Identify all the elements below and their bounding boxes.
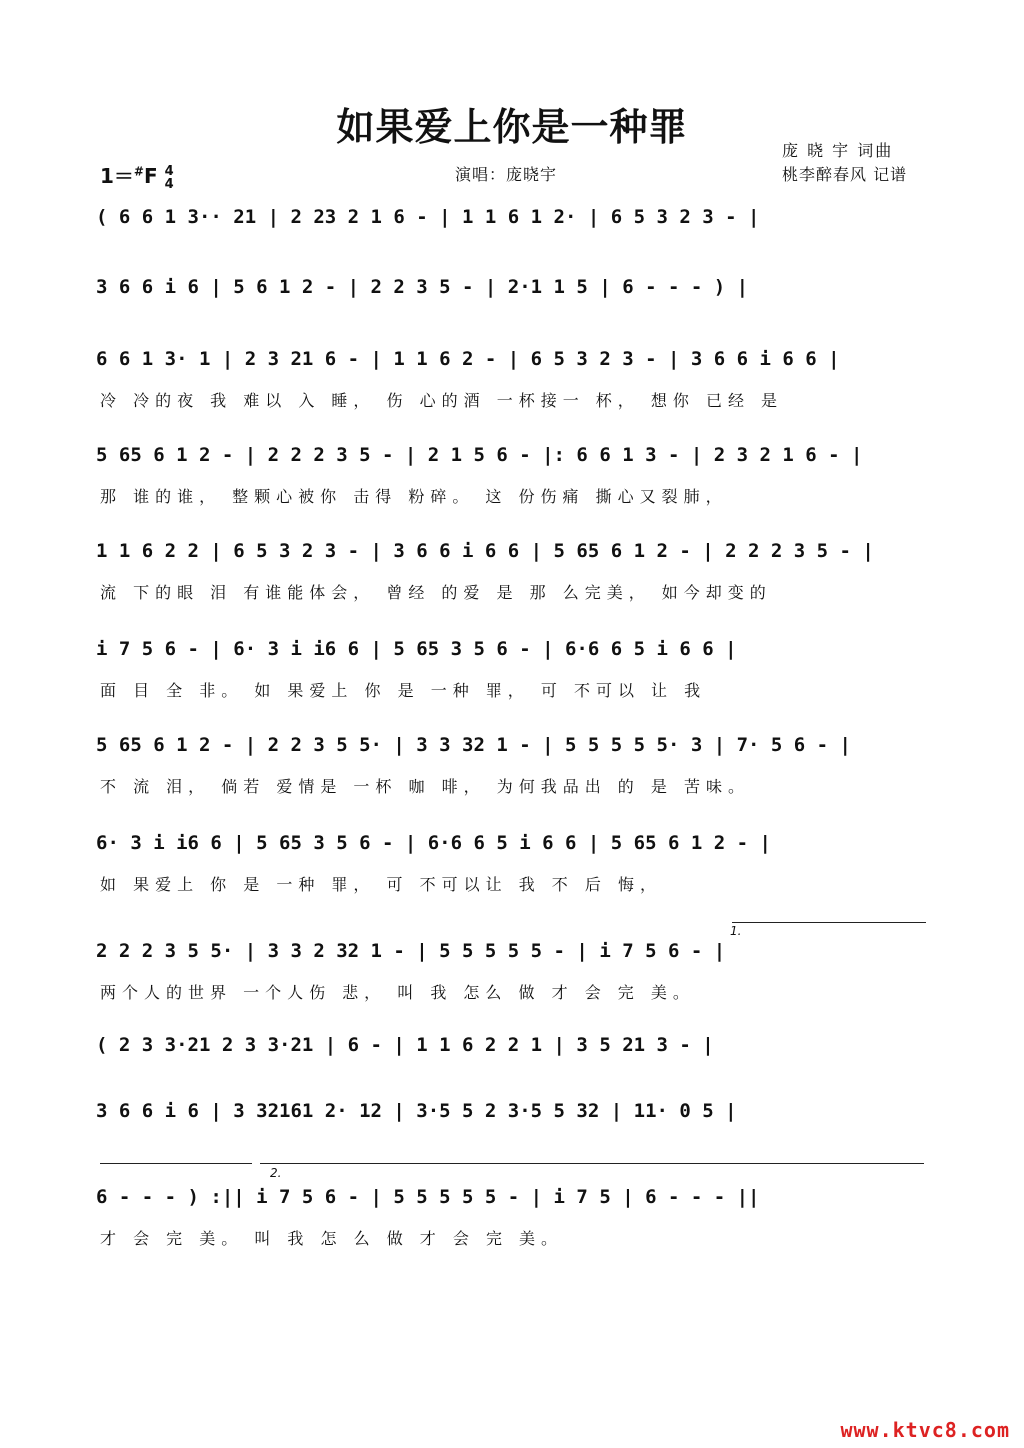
lyric-row: 两个人的世界 一个人伤 悲， 叫 我 怎么 做 才 会 完 美。 bbox=[100, 983, 695, 1002]
time-top: 4 bbox=[164, 163, 174, 179]
notation-row: 6 - - - ) :|| i 7 5 6 - | 5 5 5 5 5 - | i 7 5 | 6 - - - || bbox=[96, 1186, 760, 1208]
notation-row: 5 65 6 1 2 - | 2 2 3 5 5· | 3 3 32 1 - | 5 5 5 5 5· 3 | 7· 5 6 - | bbox=[96, 734, 851, 756]
notation-row: 1 1 6 2 2 | 6 5 3 2 3 - | 3 6 6 i 6 6 | 5 65 6 1 2 - | 2 2 2 3 5 - | bbox=[96, 540, 874, 562]
volta-second: 2. bbox=[270, 1166, 282, 1180]
notation-row: ( 2 3 3·21 2 3 3·21 | 6 - | 1 1 6 2 2 1 | 3 5 21 3 - | bbox=[96, 1034, 714, 1056]
volta-first: 1. bbox=[730, 924, 742, 938]
lyric-row: 流 下的眼 泪 有谁能体会， 曾经 的爱 是 那 么完美， 如今却变的 bbox=[100, 583, 772, 602]
notation-row: ( 6 6 1 3·· 21 | 2 23 2 1 6 - | 1 1 6 1 2· | 6 5 3 2 3 - | bbox=[96, 206, 760, 228]
notation-row: 3 6 6 i 6 | 5 6 1 2 - | 2 2 3 5 - | 2·1 1 5 | 6 - - - ) | bbox=[96, 276, 749, 298]
lyric-row: 冷 冷的夜 我 难以 入 睡， 伤 心的酒 一杯接一 杯， 想你 已经 是 bbox=[100, 391, 784, 410]
transcriber-credit: 桃李醉春风 记谱 bbox=[782, 165, 908, 184]
key-note: F bbox=[143, 164, 158, 188]
volta-second-bracket bbox=[260, 1163, 924, 1164]
volta-first-bracket bbox=[732, 922, 926, 923]
notation-row: 2 2 2 3 5 5· | 3 3 2 32 1 - | 5 5 5 5 5 - | i 7 5 6 - | bbox=[96, 940, 726, 962]
singer-credit: 演唱：庞晓宇 bbox=[455, 165, 558, 184]
lyric-row: 面 目 全 非。 如 果爱上 你 是 一种 罪， 可 不可以 让 我 bbox=[100, 681, 707, 700]
page-title: 如果爱上你是一种罪 bbox=[336, 104, 688, 149]
notation-row: 6 6 1 3· 1 | 2 3 21 6 - | 1 1 6 2 - | 6 5 3 2 3 - | 3 6 6 i 6 6 | bbox=[96, 348, 840, 370]
sharp-sign: # bbox=[133, 164, 144, 179]
time-bottom: 4 bbox=[164, 176, 174, 192]
watermark: www.ktvc8.com bbox=[840, 1418, 1010, 1442]
lyric-row: 不 流 泪， 倘若 爱情是 一杯 咖 啡， 为何我品出 的 是 苦味。 bbox=[100, 777, 750, 796]
notation-row: i 7 5 6 - | 6· 3 i i6 6 | 5 65 3 5 6 - | 6·6 6 5 i 6 6 | bbox=[96, 638, 737, 660]
notation-row: 6· 3 i i6 6 | 5 65 3 5 6 - | 6·6 6 5 i 6 6 | 5 65 6 1 2 - | bbox=[96, 832, 771, 854]
composer-credit: 庞 晓 宇 词曲 bbox=[782, 141, 894, 160]
key-signature bbox=[100, 160, 174, 191]
time-signature bbox=[165, 165, 174, 191]
repeat-bracket-line bbox=[100, 1163, 252, 1164]
lyric-row: 那 谁的谁， 整颗心被你 击得 粉碎。 这 份伤痛 撕心又裂肺， bbox=[100, 487, 728, 506]
lyric-row: 如 果爱上 你 是 一种 罪， 可 不可以让 我 不 后 悔， bbox=[100, 875, 662, 894]
notation-row: 5 65 6 1 2 - | 2 2 2 3 5 - | 2 1 5 6 - |: 6 6 1 3 - | 2 3 2 1 6 - | bbox=[96, 444, 863, 466]
key-prefix: 1＝ bbox=[100, 164, 134, 188]
notation-row: 3 6 6 i 6 | 3 32161 2· 12 | 3·5 5 2 3·5 5 32 | 11· 0 5 | bbox=[96, 1100, 737, 1122]
lyric-row: 才 会 完 美。 叫 我 怎 么 做 才 会 完 美。 bbox=[100, 1229, 564, 1248]
